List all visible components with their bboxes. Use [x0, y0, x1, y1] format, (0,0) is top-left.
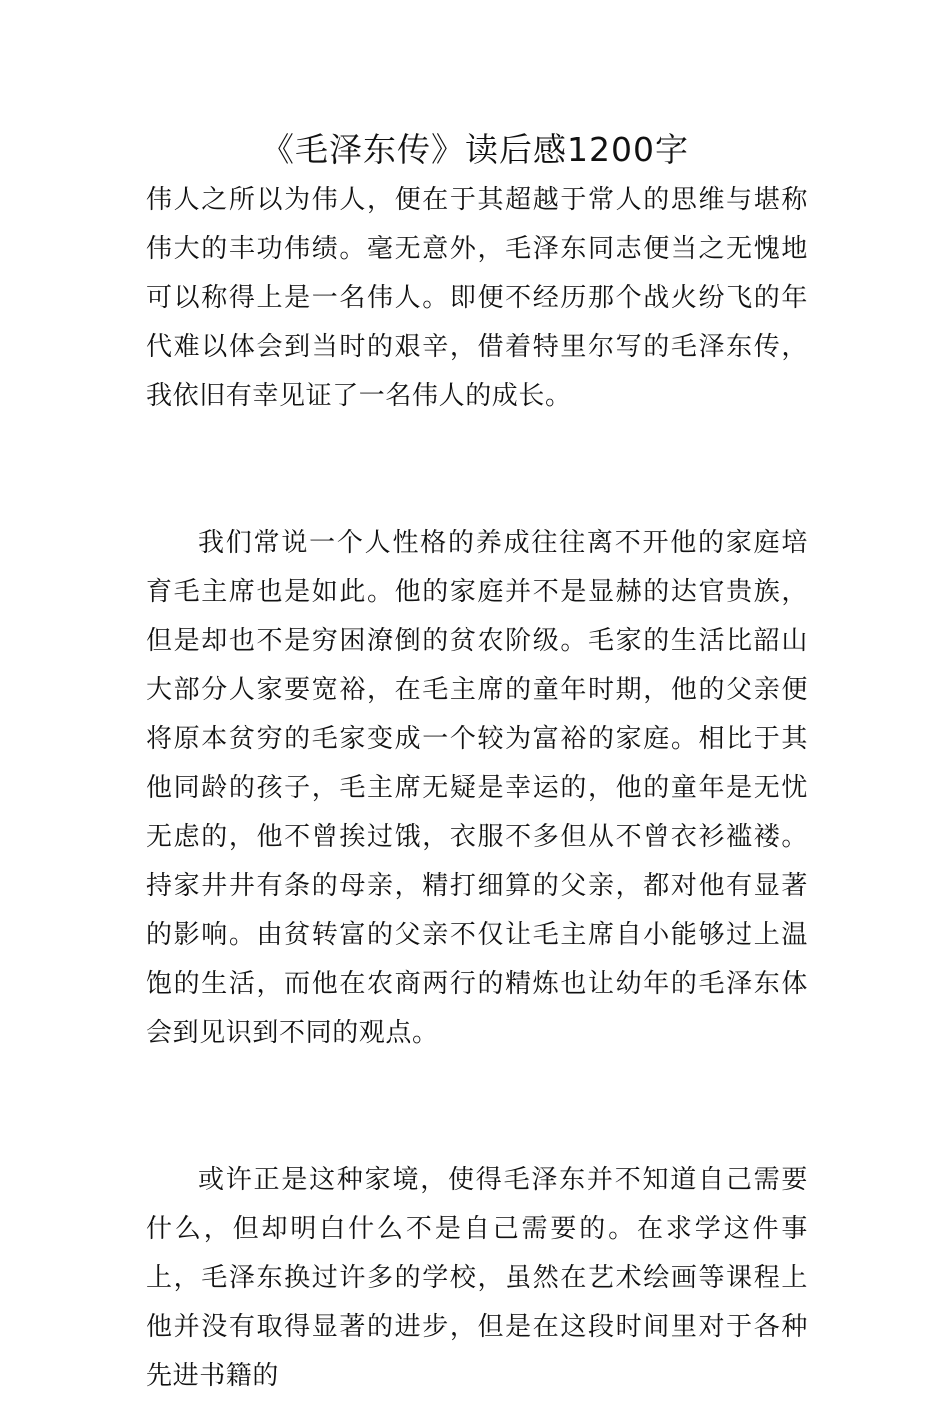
paragraph-spacer: [146, 1058, 808, 1107]
paragraph-spacer: [146, 1107, 808, 1156]
paragraph-1: 伟人之所以为伟人，便在于其超越于常人的思维与堪称伟大的丰功伟绩。毫无意外，毛泽东同志便当之无愧地可以称得上是一名伟人。即便不经历那个战火纷飞的年代难以体会到当时的艰辛，借着特里尔写的毛泽东传，我依旧有幸见证了一名伟人的成长。: [146, 185, 808, 411]
paragraph-spacer: [146, 421, 808, 470]
document-body: [146, 176, 808, 1401]
paragraph-3: 或许正是这种家境，使得毛泽东并不知道自己需要什么，但却明白什么不是自己需要的。在求学这件事上，毛泽东换过许多的学校，虽然在艺术绘画等课程上他并没有取得显著的进步，但是在这段时间里对于各种先进书籍的: [146, 1165, 808, 1391]
paragraph-spacer: [146, 470, 808, 519]
paragraph-2: 我们常说一个人性格的养成往往离不开他的家庭培育毛主席也是如此。他的家庭并不是显赫的达官贵族，但是却也不是穷困潦倒的贫农阶级。毛家的生活比韶山大部分人家要宽裕，在毛主席的童年时期，他的父亲便将原本贫穷的毛家变成一个较为富裕的家庭。相比于其他同龄的孩子，毛主席无疑是幸运的，他的童年是无忧无虑的，他不曾挨过饿，衣服不多但从不曾衣衫褴褛。持家井井有条的母亲，精打细算的父亲，都对他有显著的影响。由贫转富的父亲不仅让毛主席自小能够过上温饱的生活，而他在农商两行的精炼也让幼年的毛泽东体会到见识到不同的观点。: [146, 528, 808, 1048]
document-title: 《毛泽东传》读后感1200字: [261, 130, 689, 169]
